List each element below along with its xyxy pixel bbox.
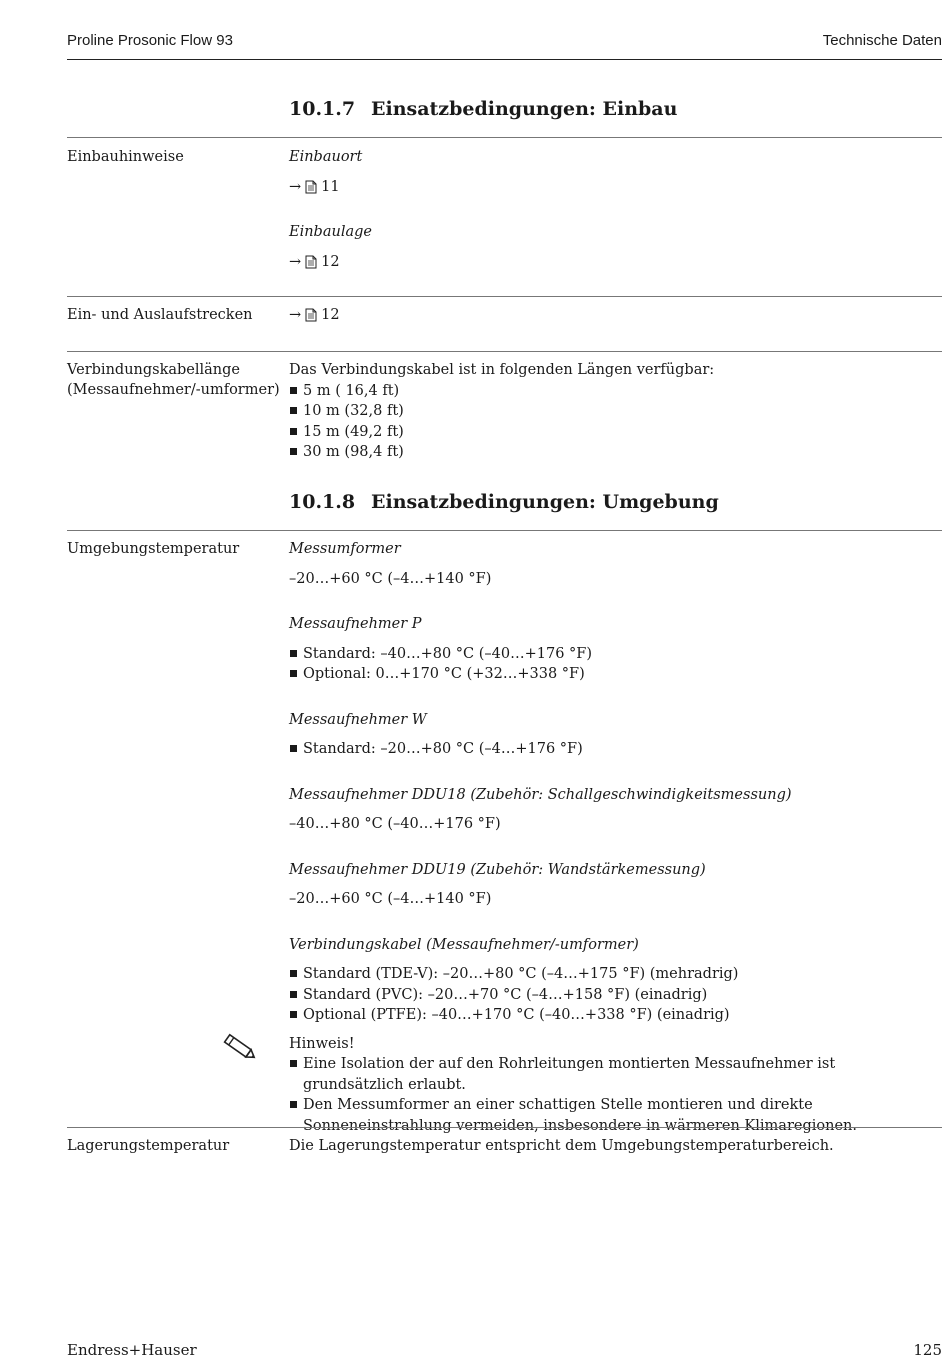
messaufnehmer-p-list <box>289 644 939 685</box>
footer-company: Endress+Hauser <box>67 1341 197 1359</box>
einbaulage-page-ref[interactable] <box>289 252 340 273</box>
ddu18-title: Messaufnehmer DDU18 (Zubehör: Schallgeschwindigkeitsmessung) <box>289 786 792 803</box>
section-title-einbau <box>289 98 677 120</box>
row-divider <box>67 1127 942 1128</box>
auslaufstrecken-page-ref[interactable] <box>289 305 340 326</box>
kabellaenge-label-line1: Verbindungskabellänge <box>67 362 241 378</box>
row-label-auslaufstrecken: Ein- und Auslaufstrecken <box>67 307 253 323</box>
hinweis-title: Hinweis! <box>289 1035 355 1052</box>
messaufnehmer-w-title: Messaufnehmer W <box>289 711 427 728</box>
pencil-icon <box>220 1032 260 1064</box>
einbauort-title: Einbauort <box>289 149 363 165</box>
kabellaenge-list <box>289 381 939 463</box>
verbindungskabel-list <box>289 964 939 1026</box>
list-item: Standard: –20…+80 °C (–4…+176 °F) <box>289 739 939 760</box>
messumformer-title: Messumformer <box>289 541 401 557</box>
list-item: Optional (PTFE): –40…+170 °C (–40…+338 °F) (einadrig) <box>289 1005 939 1026</box>
list-item: 15 m (49,2 ft) <box>289 422 939 443</box>
row-divider <box>67 137 942 138</box>
header-divider <box>67 59 942 60</box>
row-label-kabellaenge <box>67 360 280 400</box>
kabellaenge-content <box>289 360 939 463</box>
hinweis-list <box>289 1054 939 1136</box>
list-item: Standard: –40…+80 °C (–40…+176 °F) <box>289 644 939 665</box>
lagerungstemperatur-value: Die Lagerungstemperatur entspricht dem Umgebungstemperaturbereich. <box>289 1138 834 1154</box>
row-divider <box>67 351 942 352</box>
list-item: Standard (TDE-V): –20…+80 °C (–4…+175 °F) (mehradrig) <box>289 964 939 985</box>
arrow-right-icon: → <box>289 178 302 195</box>
header-product-name: Proline Prosonic Flow 93 <box>67 32 233 49</box>
list-item: 5 m ( 16,4 ft) <box>289 381 939 402</box>
list-item: 10 m (32,8 ft) <box>289 401 939 422</box>
verbindungskabel-title: Verbindungskabel (Messaufnehmer/-umformer) <box>289 936 639 953</box>
ddu18-value: –40…+80 °C (–40…+176 °F) <box>289 816 501 832</box>
ddu19-value: –20…+60 °C (–4…+140 °F) <box>289 891 492 907</box>
arrow-right-icon: → <box>289 253 302 270</box>
page-number: 12 <box>321 253 340 270</box>
page-icon <box>305 255 317 269</box>
einbauort-page-ref[interactable] <box>289 177 340 198</box>
messaufnehmer-w-list <box>289 739 939 760</box>
page-number: 11 <box>321 178 340 195</box>
section-number: 10.1.7 <box>289 98 356 120</box>
footer-page-number: 125 <box>913 1341 942 1359</box>
list-item: Den Messumformer an einer schattigen Stelle montieren und direkte Sonneneinstrahlung vermeiden, insbesondere in wärmeren Klimaregionen. <box>289 1095 939 1136</box>
row-label-umgebungstemperatur: Umgebungstemperatur <box>67 541 240 557</box>
einbauhinweise-content <box>289 147 939 272</box>
ddu19-title: Messaufnehmer DDU19 (Zubehör: Wandstärkemessung) <box>289 861 706 878</box>
page-icon <box>305 308 317 322</box>
row-label-lagerungstemperatur: Lagerungstemperatur <box>67 1138 230 1154</box>
header-chapter-name: Technische Daten <box>822 32 942 49</box>
einbaulage-title: Einbaulage <box>289 224 372 240</box>
row-divider <box>67 296 942 297</box>
row-label-einbauhinweise: Einbauhinweise <box>67 149 184 165</box>
messaufnehmer-p-title: Messaufnehmer P <box>289 616 422 632</box>
list-item: Standard (PVC): –20…+70 °C (–4…+158 °F) (einadrig) <box>289 985 939 1006</box>
messumformer-value: –20…+60 °C (–4…+140 °F) <box>289 570 492 587</box>
section-heading: Einsatzbedingungen: Einbau <box>371 98 678 120</box>
arrow-right-icon: → <box>289 307 302 323</box>
auslaufstrecken-content <box>289 305 939 326</box>
list-item: Optional: 0…+170 °C (+32…+338 °F) <box>289 664 939 685</box>
umgebungstemperatur-content <box>289 539 939 1136</box>
list-item: Eine Isolation der auf den Rohrleitungen montierten Messaufnehmer ist grundsätzlich erlaubt. <box>289 1054 939 1095</box>
page-number: 12 <box>321 307 340 323</box>
kabellaenge-label-line2: (Messaufnehmer/-umformer) <box>67 382 280 398</box>
section-number: 10.1.8 <box>289 491 356 513</box>
kabellaenge-intro: Das Verbindungskabel ist in folgenden Längen verfügbar: <box>289 362 715 378</box>
row-divider <box>67 530 942 531</box>
section-title-umgebung <box>289 491 719 513</box>
page-icon <box>305 180 317 194</box>
section-heading: Einsatzbedingungen: Umgebung <box>371 491 719 513</box>
list-item: 30 m (98,4 ft) <box>289 442 939 463</box>
